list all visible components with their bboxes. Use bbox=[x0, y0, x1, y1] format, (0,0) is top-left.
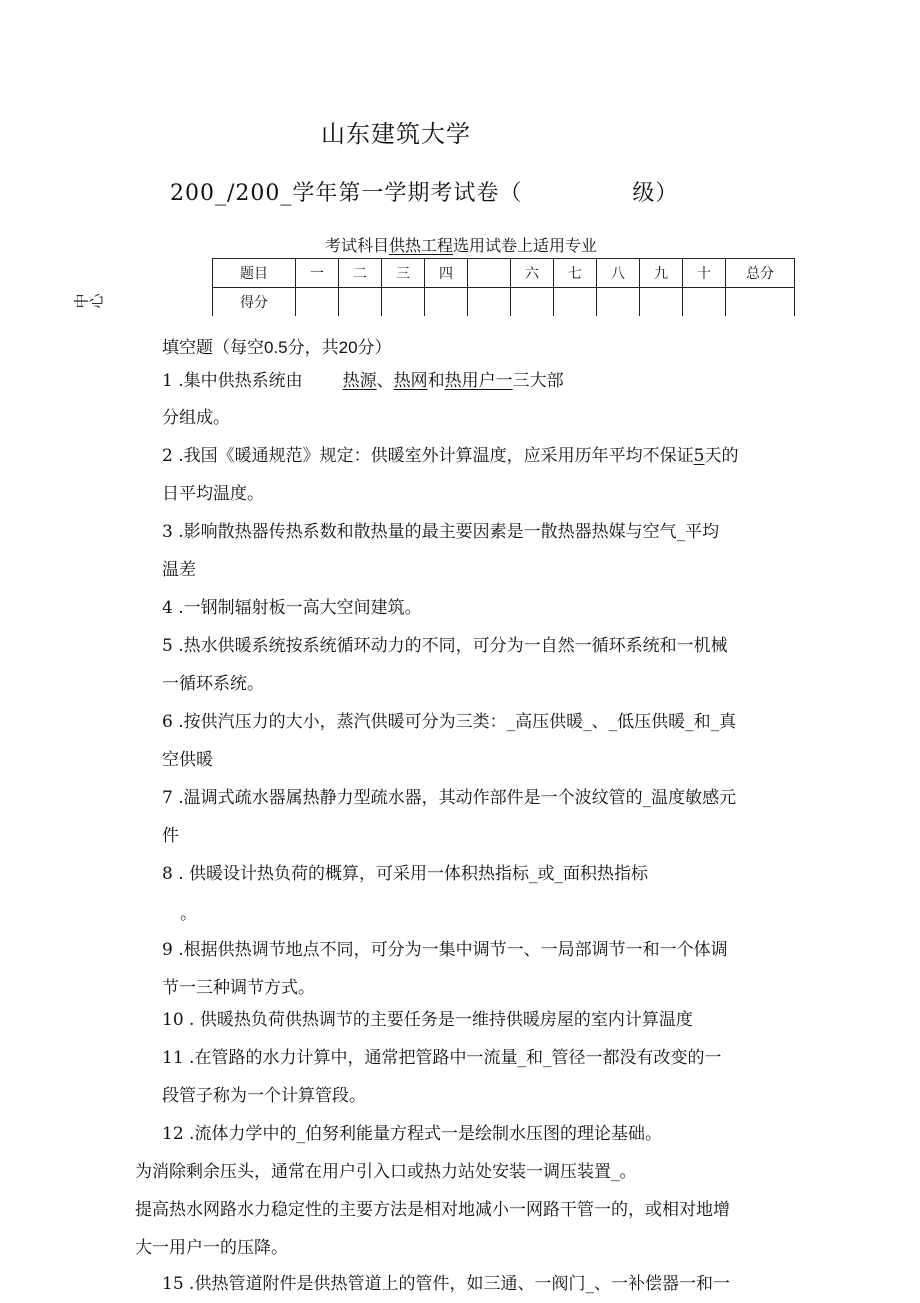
question-14-line-1: 提高热水网路水力稳定性的主要方法是相对地减小一网路干管一的，或相对地增 bbox=[135, 1200, 730, 1220]
question-11-line-1: 11 .在管路的水力计算中，通常把管路中一流量_和_管径一都没有改变的一 bbox=[162, 1048, 722, 1068]
question-5-line-1: 5 .热水供暖系统按系统循环动力的不同，可分为一自然一循环系统和一机械 bbox=[162, 636, 728, 656]
score-cell bbox=[382, 288, 425, 317]
subject-prefix: 考试科目 bbox=[325, 236, 390, 255]
score-cell bbox=[511, 288, 554, 317]
question-13: 为消除剩余压头，通常在用户引入口或热力站处安装一调压装置_。 bbox=[135, 1162, 637, 1182]
q2-text: 2 .我国《暖通规范》规定：供暖室外计算温度，应采用历年平均不保证 bbox=[162, 446, 694, 466]
school-name: 山东建筑大学 bbox=[321, 120, 471, 148]
exam-title bbox=[170, 176, 678, 207]
question-3-line-1: 3 .影响散热器传热系数和散热量的最主要因素是一散热器热媒与空气_平均 bbox=[162, 522, 720, 542]
question-4: 4 .一钢制辐射板一高大空间建筑。 bbox=[162, 598, 422, 618]
question-8-line-2: 。 bbox=[180, 904, 197, 924]
score-table-header-row bbox=[213, 259, 795, 288]
score-table-header: 四 bbox=[425, 259, 468, 288]
q1-answer-heat-source: 热源 bbox=[342, 371, 377, 391]
side-mark: 中心 bbox=[73, 292, 104, 311]
score-table-score-row bbox=[213, 288, 795, 317]
question-7-line-2: 件 bbox=[162, 826, 179, 846]
q1-answer-heat-user: 热用户一 bbox=[444, 371, 513, 391]
score-cell bbox=[640, 288, 683, 317]
score-table-header: 二 bbox=[339, 259, 382, 288]
question-2-line-2: 日平均温度。 bbox=[162, 484, 264, 504]
q1-sep: 、 bbox=[376, 371, 394, 391]
score-cell bbox=[296, 288, 339, 317]
score-cell bbox=[468, 288, 511, 317]
question-2-line-1 bbox=[162, 438, 738, 475]
question-6-line-1: 6 .按供汽压力的大小，蒸汽供暖可分为三类：_高压供暖_、_低压供暖_和_真 bbox=[162, 712, 737, 732]
question-3-line-2: 温差 bbox=[162, 560, 196, 580]
question-1-line-2: 分组成。 bbox=[162, 408, 230, 428]
question-7-line-1: 7 .温调式疏水器属热静力型疏水器，其动作部件是一个波纹管的_温度敏感元 bbox=[162, 788, 737, 808]
section-heading: 填空题（每空0.5分，共20分） bbox=[162, 338, 392, 357]
score-cell bbox=[726, 288, 795, 317]
score-table-header: 八 bbox=[597, 259, 640, 288]
score-table-header: 七 bbox=[554, 259, 597, 288]
score-cell bbox=[339, 288, 382, 317]
question-11-line-2: 段管子称为一个计算管段。 bbox=[162, 1086, 366, 1106]
q2-tail: 天的 bbox=[704, 446, 739, 466]
q1-tail: 三大部 bbox=[512, 371, 564, 391]
question-10: 10 . 供暖热负荷供热调节的主要任务是一维持供暖房屋的室内计算温度 bbox=[162, 1010, 693, 1030]
score-table-header: 总分 bbox=[726, 259, 795, 288]
q2-answer: 5 bbox=[693, 446, 705, 466]
subject-suffix: 选用试卷上适用专业 bbox=[453, 236, 598, 255]
score-cell bbox=[554, 288, 597, 317]
score-cell bbox=[425, 288, 468, 317]
score-table-header: 题目 bbox=[213, 259, 296, 288]
question-9-line-2: 节一三种调节方式。 bbox=[162, 978, 315, 998]
grade-suffix: 级） bbox=[632, 181, 679, 206]
question-6-line-2: 空供暖 bbox=[162, 750, 213, 770]
exam-title-text: 200_/200_学年第一学期考试卷（ bbox=[170, 181, 523, 206]
question-5-line-2: 一循环系统。 bbox=[162, 674, 264, 694]
q1-text: 1 .集中供热系统由 bbox=[162, 371, 303, 391]
score-table-header: 六 bbox=[511, 259, 554, 288]
question-9-line-1: 9 .根据供热调节地点不同，可分为一集中调节一、一局部调节一和一个体调 bbox=[162, 940, 728, 960]
question-15: 15 .供热管道附件是供热管道上的管件，如三通、一阀门_、一补偿器一和一 bbox=[162, 1274, 730, 1294]
score-table-header: 十 bbox=[683, 259, 726, 288]
score-cell bbox=[683, 288, 726, 317]
score-row-label: 得分 bbox=[213, 288, 296, 317]
question-14-line-2: 大一用户一的压降。 bbox=[135, 1238, 288, 1258]
question-12: 12 .流体力学中的_伯努利能量方程式一是绘制水压图的理论基础。 bbox=[162, 1124, 662, 1144]
question-8-line-1: 8 . 供暖设计热负荷的概算，可采用一体积热指标_或_面积热指标 bbox=[162, 864, 649, 884]
question-1-line-1 bbox=[162, 363, 564, 400]
q1-answer-heat-network: 热网 bbox=[393, 371, 428, 391]
subject-line bbox=[325, 233, 597, 256]
score-table-header: 三 bbox=[382, 259, 425, 288]
score-table-header: 一 bbox=[296, 259, 339, 288]
q1-and: 和 bbox=[427, 371, 445, 391]
score-table-header: 九 bbox=[640, 259, 683, 288]
subject-name: 供热工程 bbox=[389, 236, 454, 255]
score-cell bbox=[597, 288, 640, 317]
score-table-header bbox=[468, 259, 511, 288]
score-table bbox=[212, 258, 795, 316]
